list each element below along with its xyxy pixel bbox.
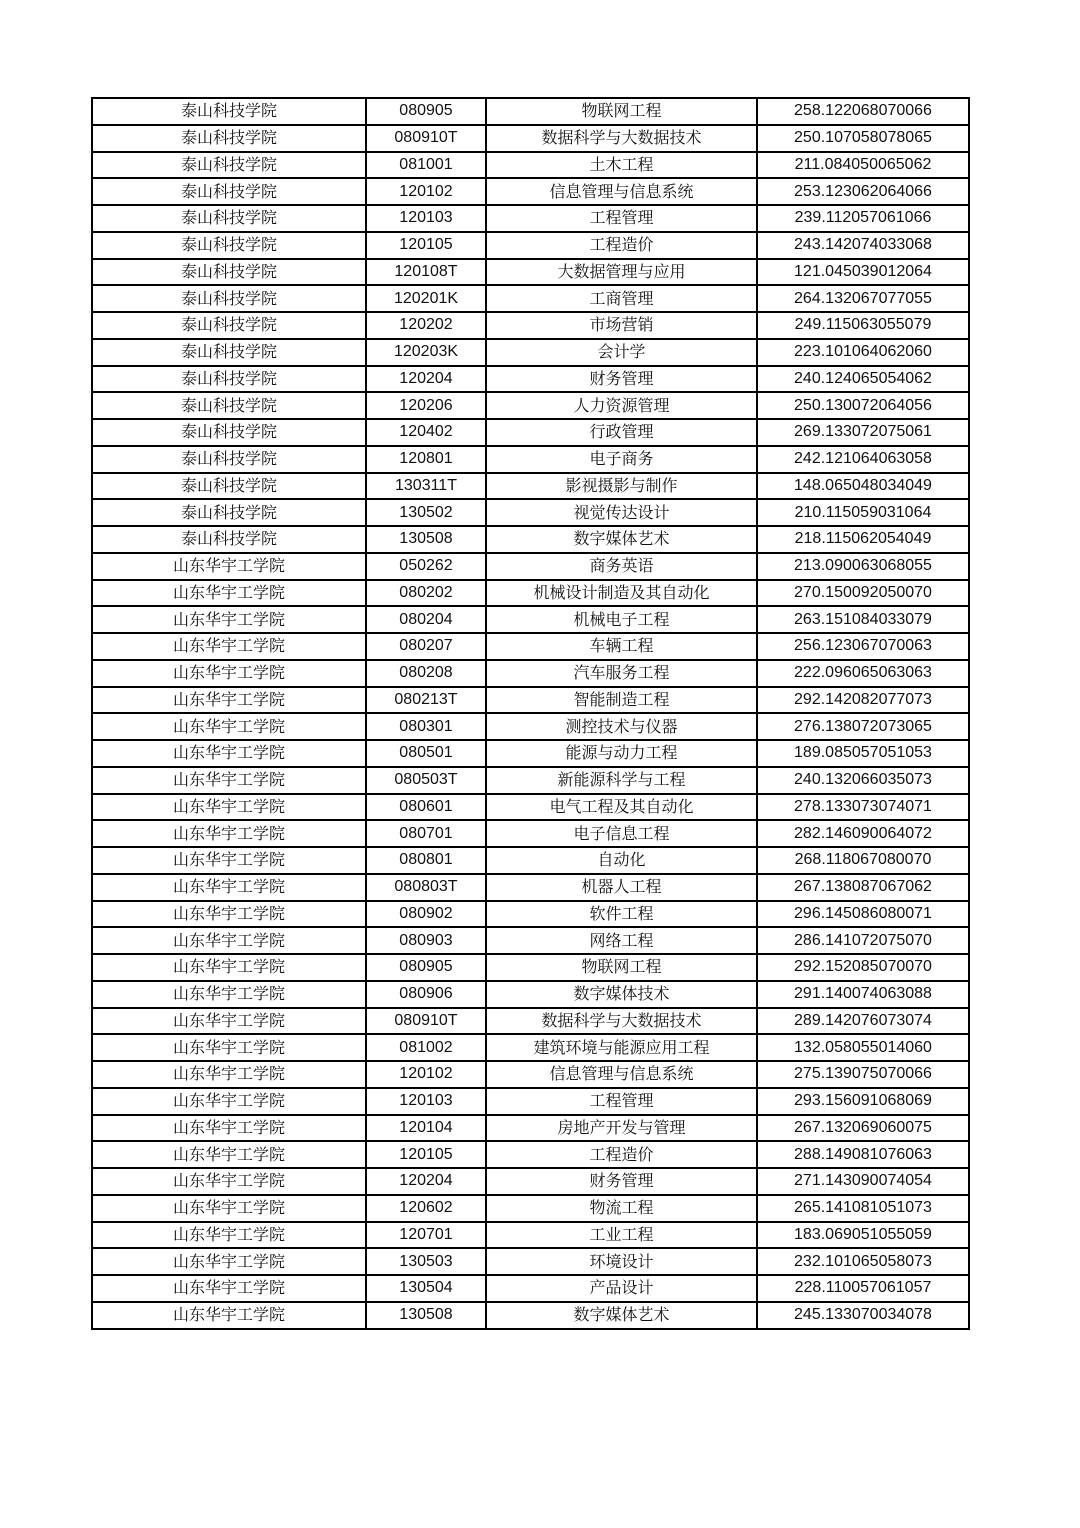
score-cell: 296.145086080071 xyxy=(757,901,969,928)
major-code-cell: 130502 xyxy=(366,499,486,526)
table-row xyxy=(92,847,969,874)
school-name-cell: 泰山科技学院 xyxy=(92,526,366,553)
major-code-cell: 080208 xyxy=(366,660,486,687)
score-cell: 267.132069060075 xyxy=(757,1115,969,1142)
major-code-cell: 080207 xyxy=(366,633,486,660)
major-name-cell: 电气工程及其自动化 xyxy=(486,794,757,821)
table-row xyxy=(92,1008,969,1035)
table-row xyxy=(92,232,969,259)
major-code-cell: 080202 xyxy=(366,580,486,607)
school-name-cell: 山东华宇工学院 xyxy=(92,901,366,928)
table-row xyxy=(92,687,969,714)
major-name-cell: 信息管理与信息系统 xyxy=(486,1061,757,1088)
major-code-cell: 120202 xyxy=(366,312,486,339)
school-name-cell: 泰山科技学院 xyxy=(92,419,366,446)
major-code-cell: 120103 xyxy=(366,1088,486,1115)
major-name-cell: 软件工程 xyxy=(486,901,757,928)
table-row xyxy=(92,526,969,553)
score-cell: 265.141081051073 xyxy=(757,1195,969,1222)
table-row xyxy=(92,954,969,981)
major-name-cell: 产品设计 xyxy=(486,1275,757,1302)
major-name-cell: 自动化 xyxy=(486,847,757,874)
table-row xyxy=(92,339,969,366)
major-name-cell: 行政管理 xyxy=(486,419,757,446)
school-name-cell: 泰山科技学院 xyxy=(92,366,366,393)
score-cell: 275.139075070066 xyxy=(757,1061,969,1088)
school-name-cell: 泰山科技学院 xyxy=(92,152,366,179)
major-code-cell: 120102 xyxy=(366,1061,486,1088)
table-row xyxy=(92,633,969,660)
major-name-cell: 机械电子工程 xyxy=(486,606,757,633)
school-name-cell: 泰山科技学院 xyxy=(92,312,366,339)
major-code-cell: 080803T xyxy=(366,874,486,901)
score-cell: 292.152085070070 xyxy=(757,954,969,981)
table-row xyxy=(92,767,969,794)
score-cell: 276.138072073065 xyxy=(757,713,969,740)
major-name-cell: 环境设计 xyxy=(486,1248,757,1275)
major-name-cell: 数据科学与大数据技术 xyxy=(486,125,757,152)
major-code-cell: 120402 xyxy=(366,419,486,446)
major-code-cell: 130508 xyxy=(366,1302,486,1329)
table-row xyxy=(92,152,969,179)
table-row xyxy=(92,178,969,205)
major-code-cell: 120201K xyxy=(366,285,486,312)
score-cell: 249.115063055079 xyxy=(757,312,969,339)
table-row xyxy=(92,740,969,767)
school-name-cell: 泰山科技学院 xyxy=(92,232,366,259)
score-cell: 243.142074033068 xyxy=(757,232,969,259)
major-name-cell: 数字媒体艺术 xyxy=(486,1302,757,1329)
major-code-cell: 080905 xyxy=(366,98,486,125)
major-name-cell: 工程管理 xyxy=(486,205,757,232)
school-name-cell: 山东华宇工学院 xyxy=(92,794,366,821)
major-code-cell: 080910T xyxy=(366,1008,486,1035)
school-name-cell: 山东华宇工学院 xyxy=(92,1302,366,1329)
table-row xyxy=(92,259,969,286)
major-name-cell: 影视摄影与制作 xyxy=(486,473,757,500)
school-name-cell: 山东华宇工学院 xyxy=(92,580,366,607)
major-code-cell: 120104 xyxy=(366,1115,486,1142)
table-row xyxy=(92,1275,969,1302)
major-code-cell: 080801 xyxy=(366,847,486,874)
school-name-cell: 山东华宇工学院 xyxy=(92,1115,366,1142)
major-code-cell: 120105 xyxy=(366,1141,486,1168)
school-name-cell: 山东华宇工学院 xyxy=(92,1141,366,1168)
score-cell: 278.133073074071 xyxy=(757,794,969,821)
score-cell: 222.096065063063 xyxy=(757,660,969,687)
table-row xyxy=(92,1168,969,1195)
table-row xyxy=(92,981,969,1008)
major-code-cell: 050262 xyxy=(366,553,486,580)
score-cell: 263.151084033079 xyxy=(757,606,969,633)
school-name-cell: 山东华宇工学院 xyxy=(92,660,366,687)
table-row xyxy=(92,1248,969,1275)
score-cell: 293.156091068069 xyxy=(757,1088,969,1115)
major-code-cell: 080902 xyxy=(366,901,486,928)
school-name-cell: 泰山科技学院 xyxy=(92,392,366,419)
school-name-cell: 山东华宇工学院 xyxy=(92,981,366,1008)
table-row xyxy=(92,285,969,312)
school-name-cell: 山东华宇工学院 xyxy=(92,820,366,847)
major-code-cell: 120204 xyxy=(366,366,486,393)
score-cell: 239.112057061066 xyxy=(757,205,969,232)
major-name-cell: 能源与动力工程 xyxy=(486,740,757,767)
major-name-cell: 新能源科学与工程 xyxy=(486,767,757,794)
admission-score-table xyxy=(91,97,970,1330)
table-row xyxy=(92,98,969,125)
major-name-cell: 信息管理与信息系统 xyxy=(486,178,757,205)
school-name-cell: 泰山科技学院 xyxy=(92,473,366,500)
major-code-cell: 080906 xyxy=(366,981,486,1008)
table-row xyxy=(92,312,969,339)
major-code-cell: 120206 xyxy=(366,392,486,419)
school-name-cell: 山东华宇工学院 xyxy=(92,954,366,981)
score-cell: 189.085057051053 xyxy=(757,740,969,767)
score-cell: 228.110057061057 xyxy=(757,1275,969,1302)
table-row xyxy=(92,1088,969,1115)
major-code-cell: 080301 xyxy=(366,713,486,740)
major-name-cell: 市场营销 xyxy=(486,312,757,339)
score-cell: 291.140074063088 xyxy=(757,981,969,1008)
school-name-cell: 泰山科技学院 xyxy=(92,339,366,366)
score-cell: 242.121064063058 xyxy=(757,446,969,473)
table-row xyxy=(92,499,969,526)
school-name-cell: 山东华宇工学院 xyxy=(92,1008,366,1035)
school-name-cell: 山东华宇工学院 xyxy=(92,847,366,874)
school-name-cell: 山东华宇工学院 xyxy=(92,553,366,580)
score-cell: 258.122068070066 xyxy=(757,98,969,125)
school-name-cell: 山东华宇工学院 xyxy=(92,767,366,794)
school-name-cell: 泰山科技学院 xyxy=(92,285,366,312)
score-cell: 183.069051055059 xyxy=(757,1222,969,1249)
school-name-cell: 山东华宇工学院 xyxy=(92,606,366,633)
table-row xyxy=(92,392,969,419)
score-cell: 132.058055014060 xyxy=(757,1034,969,1061)
major-code-cell: 080601 xyxy=(366,794,486,821)
major-name-cell: 物联网工程 xyxy=(486,98,757,125)
table-row xyxy=(92,794,969,821)
major-code-cell: 080204 xyxy=(366,606,486,633)
table-row xyxy=(92,874,969,901)
score-cell: 148.065048034049 xyxy=(757,473,969,500)
school-name-cell: 山东华宇工学院 xyxy=(92,1088,366,1115)
table-row xyxy=(92,205,969,232)
table-row xyxy=(92,1302,969,1329)
score-cell: 253.123062064066 xyxy=(757,178,969,205)
major-name-cell: 物流工程 xyxy=(486,1195,757,1222)
major-name-cell: 智能制造工程 xyxy=(486,687,757,714)
score-cell: 218.115062054049 xyxy=(757,526,969,553)
school-name-cell: 泰山科技学院 xyxy=(92,98,366,125)
major-code-cell: 130508 xyxy=(366,526,486,553)
major-name-cell: 大数据管理与应用 xyxy=(486,259,757,286)
major-code-cell: 080501 xyxy=(366,740,486,767)
major-code-cell: 120801 xyxy=(366,446,486,473)
score-cell: 282.146090064072 xyxy=(757,820,969,847)
major-name-cell: 工业工程 xyxy=(486,1222,757,1249)
table-row xyxy=(92,713,969,740)
major-code-cell: 081001 xyxy=(366,152,486,179)
table-row xyxy=(92,553,969,580)
major-code-cell: 080903 xyxy=(366,927,486,954)
table-row xyxy=(92,1141,969,1168)
major-name-cell: 机器人工程 xyxy=(486,874,757,901)
major-code-cell: 120105 xyxy=(366,232,486,259)
major-name-cell: 房地产开发与管理 xyxy=(486,1115,757,1142)
score-cell: 232.101065058073 xyxy=(757,1248,969,1275)
major-code-cell: 080701 xyxy=(366,820,486,847)
school-name-cell: 山东华宇工学院 xyxy=(92,1034,366,1061)
major-name-cell: 工商管理 xyxy=(486,285,757,312)
table-row xyxy=(92,446,969,473)
major-name-cell: 数据科学与大数据技术 xyxy=(486,1008,757,1035)
table-row xyxy=(92,366,969,393)
major-code-cell: 080910T xyxy=(366,125,486,152)
major-name-cell: 测控技术与仪器 xyxy=(486,713,757,740)
table-row xyxy=(92,606,969,633)
school-name-cell: 泰山科技学院 xyxy=(92,259,366,286)
major-code-cell: 080213T xyxy=(366,687,486,714)
major-name-cell: 财务管理 xyxy=(486,1168,757,1195)
major-code-cell: 130503 xyxy=(366,1248,486,1275)
score-cell: 270.150092050070 xyxy=(757,580,969,607)
major-name-cell: 工程管理 xyxy=(486,1088,757,1115)
school-name-cell: 山东华宇工学院 xyxy=(92,1195,366,1222)
score-cell: 240.124065054062 xyxy=(757,366,969,393)
major-name-cell: 视觉传达设计 xyxy=(486,499,757,526)
score-cell: 292.142082077073 xyxy=(757,687,969,714)
school-name-cell: 山东华宇工学院 xyxy=(92,687,366,714)
major-name-cell: 工程造价 xyxy=(486,1141,757,1168)
major-code-cell: 120108T xyxy=(366,259,486,286)
school-name-cell: 山东华宇工学院 xyxy=(92,1168,366,1195)
table-row xyxy=(92,901,969,928)
table-row xyxy=(92,1195,969,1222)
major-name-cell: 电子商务 xyxy=(486,446,757,473)
score-cell: 223.101064062060 xyxy=(757,339,969,366)
major-code-cell: 120103 xyxy=(366,205,486,232)
school-name-cell: 山东华宇工学院 xyxy=(92,633,366,660)
major-name-cell: 汽车服务工程 xyxy=(486,660,757,687)
score-cell: 121.045039012064 xyxy=(757,259,969,286)
school-name-cell: 山东华宇工学院 xyxy=(92,1275,366,1302)
major-code-cell: 080503T xyxy=(366,767,486,794)
score-cell: 264.132067077055 xyxy=(757,285,969,312)
table-row xyxy=(92,660,969,687)
major-code-cell: 120602 xyxy=(366,1195,486,1222)
major-name-cell: 电子信息工程 xyxy=(486,820,757,847)
major-name-cell: 会计学 xyxy=(486,339,757,366)
school-name-cell: 泰山科技学院 xyxy=(92,205,366,232)
table-body xyxy=(92,98,969,1329)
score-cell: 268.118067080070 xyxy=(757,847,969,874)
score-cell: 211.084050065062 xyxy=(757,152,969,179)
major-code-cell: 120203K xyxy=(366,339,486,366)
score-cell: 288.149081076063 xyxy=(757,1141,969,1168)
major-code-cell: 120701 xyxy=(366,1222,486,1249)
table-row xyxy=(92,820,969,847)
major-code-cell: 120102 xyxy=(366,178,486,205)
major-name-cell: 商务英语 xyxy=(486,553,757,580)
score-cell: 267.138087067062 xyxy=(757,874,969,901)
school-name-cell: 山东华宇工学院 xyxy=(92,713,366,740)
school-name-cell: 山东华宇工学院 xyxy=(92,874,366,901)
major-name-cell: 财务管理 xyxy=(486,366,757,393)
major-name-cell: 物联网工程 xyxy=(486,954,757,981)
score-cell: 210.115059031064 xyxy=(757,499,969,526)
major-name-cell: 土木工程 xyxy=(486,152,757,179)
score-cell: 269.133072075061 xyxy=(757,419,969,446)
school-name-cell: 泰山科技学院 xyxy=(92,499,366,526)
major-code-cell: 120204 xyxy=(366,1168,486,1195)
table-row xyxy=(92,419,969,446)
score-cell: 240.132066035073 xyxy=(757,767,969,794)
score-cell: 271.143090074054 xyxy=(757,1168,969,1195)
major-name-cell: 人力资源管理 xyxy=(486,392,757,419)
score-cell: 289.142076073074 xyxy=(757,1008,969,1035)
school-name-cell: 山东华宇工学院 xyxy=(92,1248,366,1275)
score-cell: 250.130072064056 xyxy=(757,392,969,419)
major-code-cell: 130311T xyxy=(366,473,486,500)
table-row xyxy=(92,1115,969,1142)
score-cell: 213.090063068055 xyxy=(757,553,969,580)
school-name-cell: 泰山科技学院 xyxy=(92,178,366,205)
table-row xyxy=(92,1222,969,1249)
school-name-cell: 泰山科技学院 xyxy=(92,125,366,152)
major-name-cell: 网络工程 xyxy=(486,927,757,954)
school-name-cell: 山东华宇工学院 xyxy=(92,1061,366,1088)
major-code-cell: 130504 xyxy=(366,1275,486,1302)
major-name-cell: 工程造价 xyxy=(486,232,757,259)
school-name-cell: 山东华宇工学院 xyxy=(92,740,366,767)
score-cell: 250.107058078065 xyxy=(757,125,969,152)
table-row xyxy=(92,473,969,500)
table-row xyxy=(92,1061,969,1088)
score-cell: 286.141072075070 xyxy=(757,927,969,954)
table-row xyxy=(92,125,969,152)
school-name-cell: 山东华宇工学院 xyxy=(92,1222,366,1249)
major-name-cell: 数字媒体艺术 xyxy=(486,526,757,553)
table-row xyxy=(92,580,969,607)
major-name-cell: 建筑环境与能源应用工程 xyxy=(486,1034,757,1061)
score-cell: 256.123067070063 xyxy=(757,633,969,660)
major-name-cell: 数字媒体技术 xyxy=(486,981,757,1008)
score-cell: 245.133070034078 xyxy=(757,1302,969,1329)
major-code-cell: 080905 xyxy=(366,954,486,981)
school-name-cell: 泰山科技学院 xyxy=(92,446,366,473)
school-name-cell: 山东华宇工学院 xyxy=(92,927,366,954)
major-name-cell: 机械设计制造及其自动化 xyxy=(486,580,757,607)
major-name-cell: 车辆工程 xyxy=(486,633,757,660)
major-code-cell: 081002 xyxy=(366,1034,486,1061)
table-row xyxy=(92,927,969,954)
table-row xyxy=(92,1034,969,1061)
